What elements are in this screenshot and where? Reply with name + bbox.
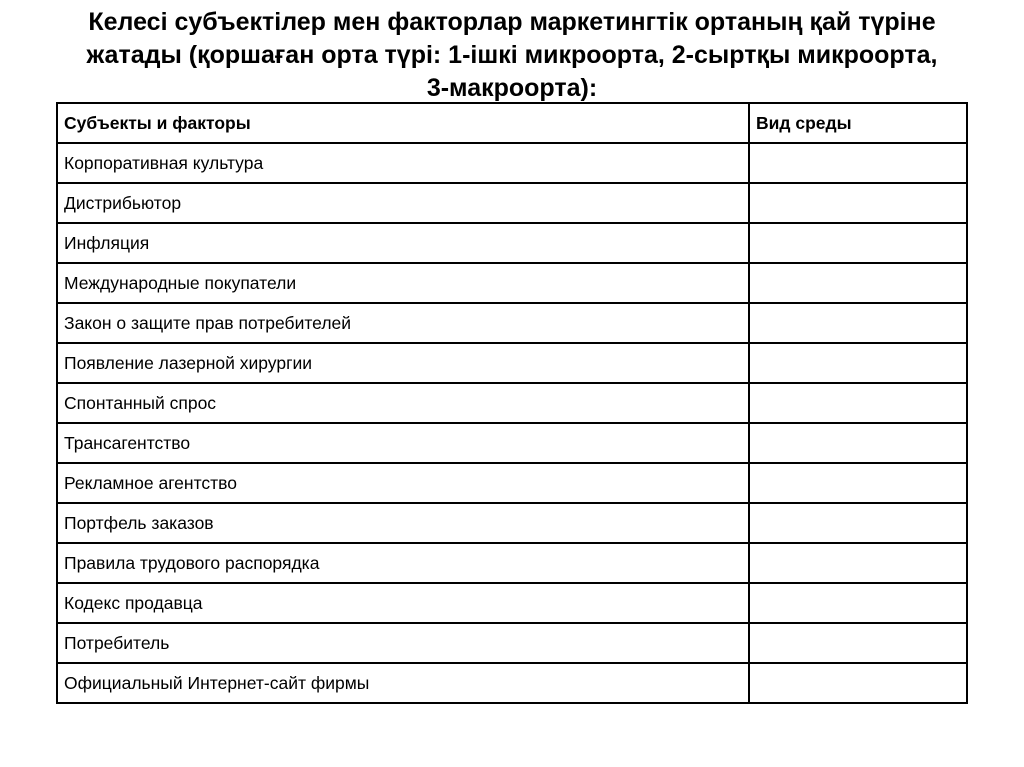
environment-cell [749, 263, 967, 303]
table-row [57, 263, 967, 303]
table-row [57, 423, 967, 463]
title-line-3: 3-макроорта): [426, 74, 598, 102]
table-row [57, 383, 967, 423]
table-row [57, 343, 967, 383]
subject-cell: Появление лазерной хирургии [57, 343, 749, 383]
subject-cell: Трансагентство [57, 423, 749, 463]
table-row [57, 303, 967, 343]
environment-cell [749, 343, 967, 383]
table-row [57, 583, 967, 623]
subject-cell: Спонтанный спрос [57, 383, 749, 423]
table-row [57, 223, 967, 263]
subject-cell: Потребитель [57, 623, 749, 663]
table-row [57, 183, 967, 223]
title-line-1: Келесі субъектілер мен факторлар маркетингтік ортаның қай түріне [88, 8, 936, 36]
environment-cell [749, 543, 967, 583]
header-subjects: Субъекты и факторы [57, 103, 749, 143]
table-row [57, 543, 967, 583]
environment-cell [749, 423, 967, 463]
subject-cell: Портфель заказов [57, 503, 749, 543]
slide-title [40, 6, 984, 105]
environment-cell [749, 303, 967, 343]
table-row [57, 503, 967, 543]
subject-cell: Закон о защите прав потребителей [57, 303, 749, 343]
subject-cell: Дистрибьютор [57, 183, 749, 223]
subject-cell: Официальный Интернет-сайт фирмы [57, 663, 749, 703]
factors-table [56, 102, 968, 704]
environment-cell [749, 383, 967, 423]
subject-cell: Кодекс продавца [57, 583, 749, 623]
environment-cell [749, 143, 967, 183]
header-environment: Вид среды [749, 103, 967, 143]
table-header-row [57, 103, 967, 143]
table-row [57, 463, 967, 503]
subject-cell: Правила трудового распорядка [57, 543, 749, 583]
environment-cell [749, 623, 967, 663]
title-line-2: жатады (қоршаған орта түрі: 1-ішкі микроорта, 2-сыртқы микроорта, [86, 41, 938, 69]
table-row [57, 143, 967, 183]
environment-cell [749, 583, 967, 623]
subject-cell: Корпоративная культура [57, 143, 749, 183]
subject-cell: Рекламное агентство [57, 463, 749, 503]
table-row [57, 663, 967, 703]
environment-cell [749, 503, 967, 543]
environment-cell [749, 663, 967, 703]
subject-cell: Международные покупатели [57, 263, 749, 303]
table-row [57, 623, 967, 663]
subject-cell: Инфляция [57, 223, 749, 263]
environment-cell [749, 223, 967, 263]
environment-cell [749, 463, 967, 503]
environment-cell [749, 183, 967, 223]
